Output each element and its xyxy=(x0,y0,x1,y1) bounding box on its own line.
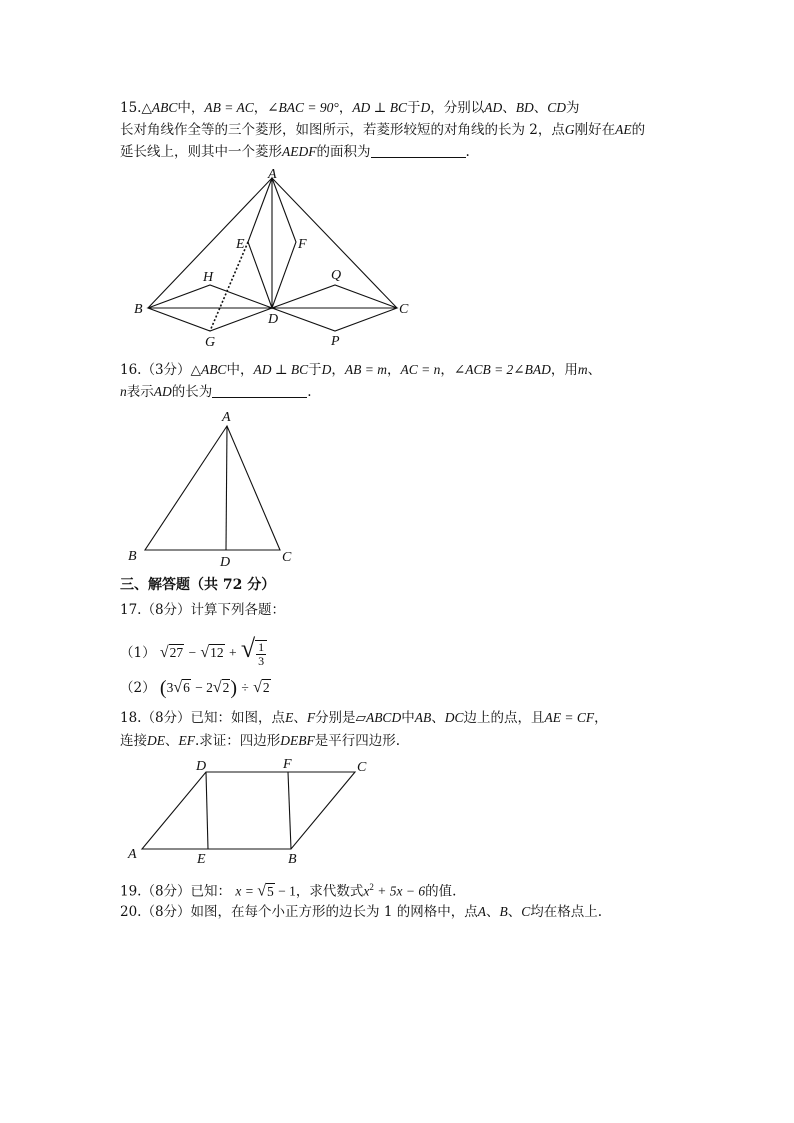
sqrt-icon: √ xyxy=(257,882,266,900)
label-p: P xyxy=(331,334,340,349)
sqrt-icon: √ xyxy=(240,634,256,663)
sqrt-icon: √ xyxy=(173,679,183,696)
sqrt-icon: √ xyxy=(212,679,222,696)
segment-de xyxy=(206,772,208,849)
q19-line: 19.（8分）已知： x = √5 − 1，求代数式$x^2 + 5x - 6$的值. xyxy=(120,882,457,900)
label-d: D xyxy=(220,555,231,570)
label-g: G xyxy=(205,335,216,350)
q17-part1: （1） √27 − √12 + √ $\frac{1}{3}$ xyxy=(120,634,267,664)
q18-line1: 18.（8分）已知：如图，点E、F分别是▱ABCD中AB、DC边上的点，且AE = CF， xyxy=(120,710,608,726)
label-e: E xyxy=(197,852,206,867)
label-c: C xyxy=(399,302,409,317)
section-heading: 三、解答题（共 72 分） xyxy=(120,577,276,593)
label-c: C xyxy=(282,550,292,565)
q15-line2: 长对角线作全等的三个菱形，如图所示，若菱形较短的对角线的长为 2，点G刚好在AE的 xyxy=(120,122,646,138)
label-d: D xyxy=(196,759,207,774)
label-f: F xyxy=(298,237,307,252)
q16-line1: 16.（3分）△ABC中，AD ⊥ BC于D，AB = m，AC = n，∠ACB = 2∠BAD，用m、 xyxy=(120,362,602,378)
segment-bf xyxy=(288,772,291,849)
label-a: A xyxy=(268,167,277,182)
q15-line3: 延长线上，则其中一个菱形AEDF的面积为 . xyxy=(120,144,470,160)
q16-line2: n表示AD的长为 . xyxy=(120,384,312,400)
fraction: $\frac{1}{3}$ xyxy=(258,639,265,668)
q17-part2: （2） (3√6 − 2√2) ÷ √2 xyxy=(120,677,270,699)
q15-line1: 15.△ABC中，AB = AC，∠BAC = 90°，AD ⊥ BC于D，分别以AD、BD、CD为 xyxy=(120,100,580,116)
label-f: F xyxy=(283,757,292,772)
label-a: A xyxy=(222,410,231,425)
label-e: E xyxy=(236,237,245,252)
label-b: B xyxy=(134,302,143,317)
label-d: D xyxy=(268,312,279,327)
sqrt-icon: √ xyxy=(253,679,262,696)
label-q: Q xyxy=(331,268,342,283)
label-b: B xyxy=(128,549,137,564)
q20-line: 20.（8分）如图，在每个小正方形的边长为 1 的网格中，点A、B、C均在格点上. xyxy=(120,904,603,920)
sqrt-icon: √ xyxy=(200,644,210,661)
label-c: C xyxy=(357,760,367,775)
q17-title: 17.（8分）计算下列各题： xyxy=(120,602,286,618)
label-b: B xyxy=(288,852,297,867)
sqrt-icon: √ xyxy=(159,644,169,661)
parallelogram-abcd xyxy=(142,772,355,849)
label-a: A xyxy=(128,847,137,862)
label-h: H xyxy=(203,270,214,285)
q18-line2: 连接DE、EF.求证：四边形DEBF是平行四边形. xyxy=(120,733,401,749)
